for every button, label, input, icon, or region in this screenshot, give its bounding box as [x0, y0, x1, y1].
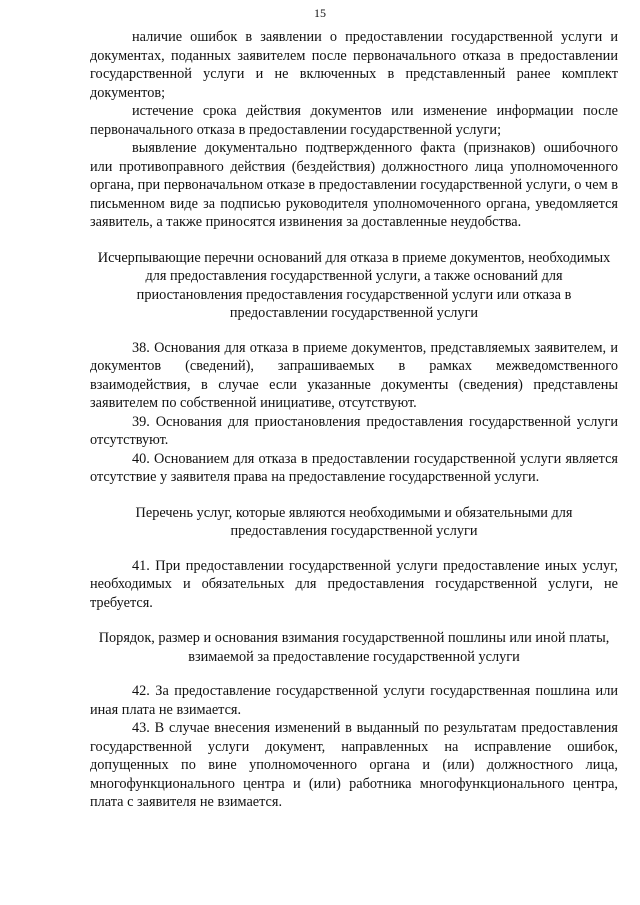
section-heading-required-services: Перечень услуг, которые являются необходимыми и обязательными для предоставления государственной услуги — [135, 504, 573, 539]
page-number: 15 — [314, 6, 326, 20]
paragraph-39: 39. Основания для приостановления предоставления государственной услуги отсутствуют. — [90, 413, 618, 448]
paragraph-40: 40. Основанием для отказа в предоставлении государственной услуги является отсутствие у заявителя права на предоставление государственной услуги. — [90, 450, 618, 485]
paragraph-38: 38. Основания для отказа в приеме документов, представляемых заявителем, и документов (сведений), запрашиваемых в рамках межведомственного взаимодействия, в случае если указанные документы (сведения) представлены заявителем по собственной инициативе, отсутствуют. — [90, 339, 618, 411]
document-body — [90, 28, 618, 812]
paragraph-41: 41. При предоставлении государственной услуги предоставление иных услуг, необходимых и обязательных для предоставления государственной услуги, не требуется. — [90, 557, 618, 611]
paragraph-grounds-expiry: истечение срока действия документов или изменение информации после первоначального отказа в предоставлении государственной услуги; — [90, 103, 618, 138]
paragraph-43: 43. В случае внесения изменений в выданный по результатам предоставления государственной услуги документ, направленных на исправление ошибок, допущенных по вине уполномоченного органа и (или) должностного лица, многофункционального центра и (или) работника многофункционального центра, плата с заявителя не взимается. — [90, 720, 618, 810]
paragraph-grounds-misconduct: выявление документально подтвержденного факта (признаков) ошибочного или противоправного действия (бездействия) должностного лица уполномоченного органа, при первоначальном отказе в предоставлении государственной услуги, о чем в письменном виде за подписью руководителя уполномоченного органа, уведомляется заявитель, а также приносятся извинения за доставленные неудобства. — [90, 140, 618, 230]
section-heading-refusal-grounds: Исчерпывающие перечни оснований для отказа в приеме документов, необходимых для предоставления государственной услуги, а также оснований для приостановления предоставления государственной услуги или отказа в предоставлении государственной услуги — [97, 249, 611, 321]
paragraph-42: 42. За предоставление государственной услуги государственная пошлина или иная плата не взимается. — [90, 683, 618, 718]
paragraph-grounds-errors: наличие ошибок в заявлении о предоставлении государственной услуги и документах, поданных заявителем после первоначального отказа в предоставлении государственной услуги и не включенных в представленный ранее комплект документов; — [90, 29, 618, 101]
section-heading-state-fee: Порядок, размер и основания взимания государственной пошлины или иной платы, взимаемой за предоставление государственной услуги — [98, 630, 610, 665]
